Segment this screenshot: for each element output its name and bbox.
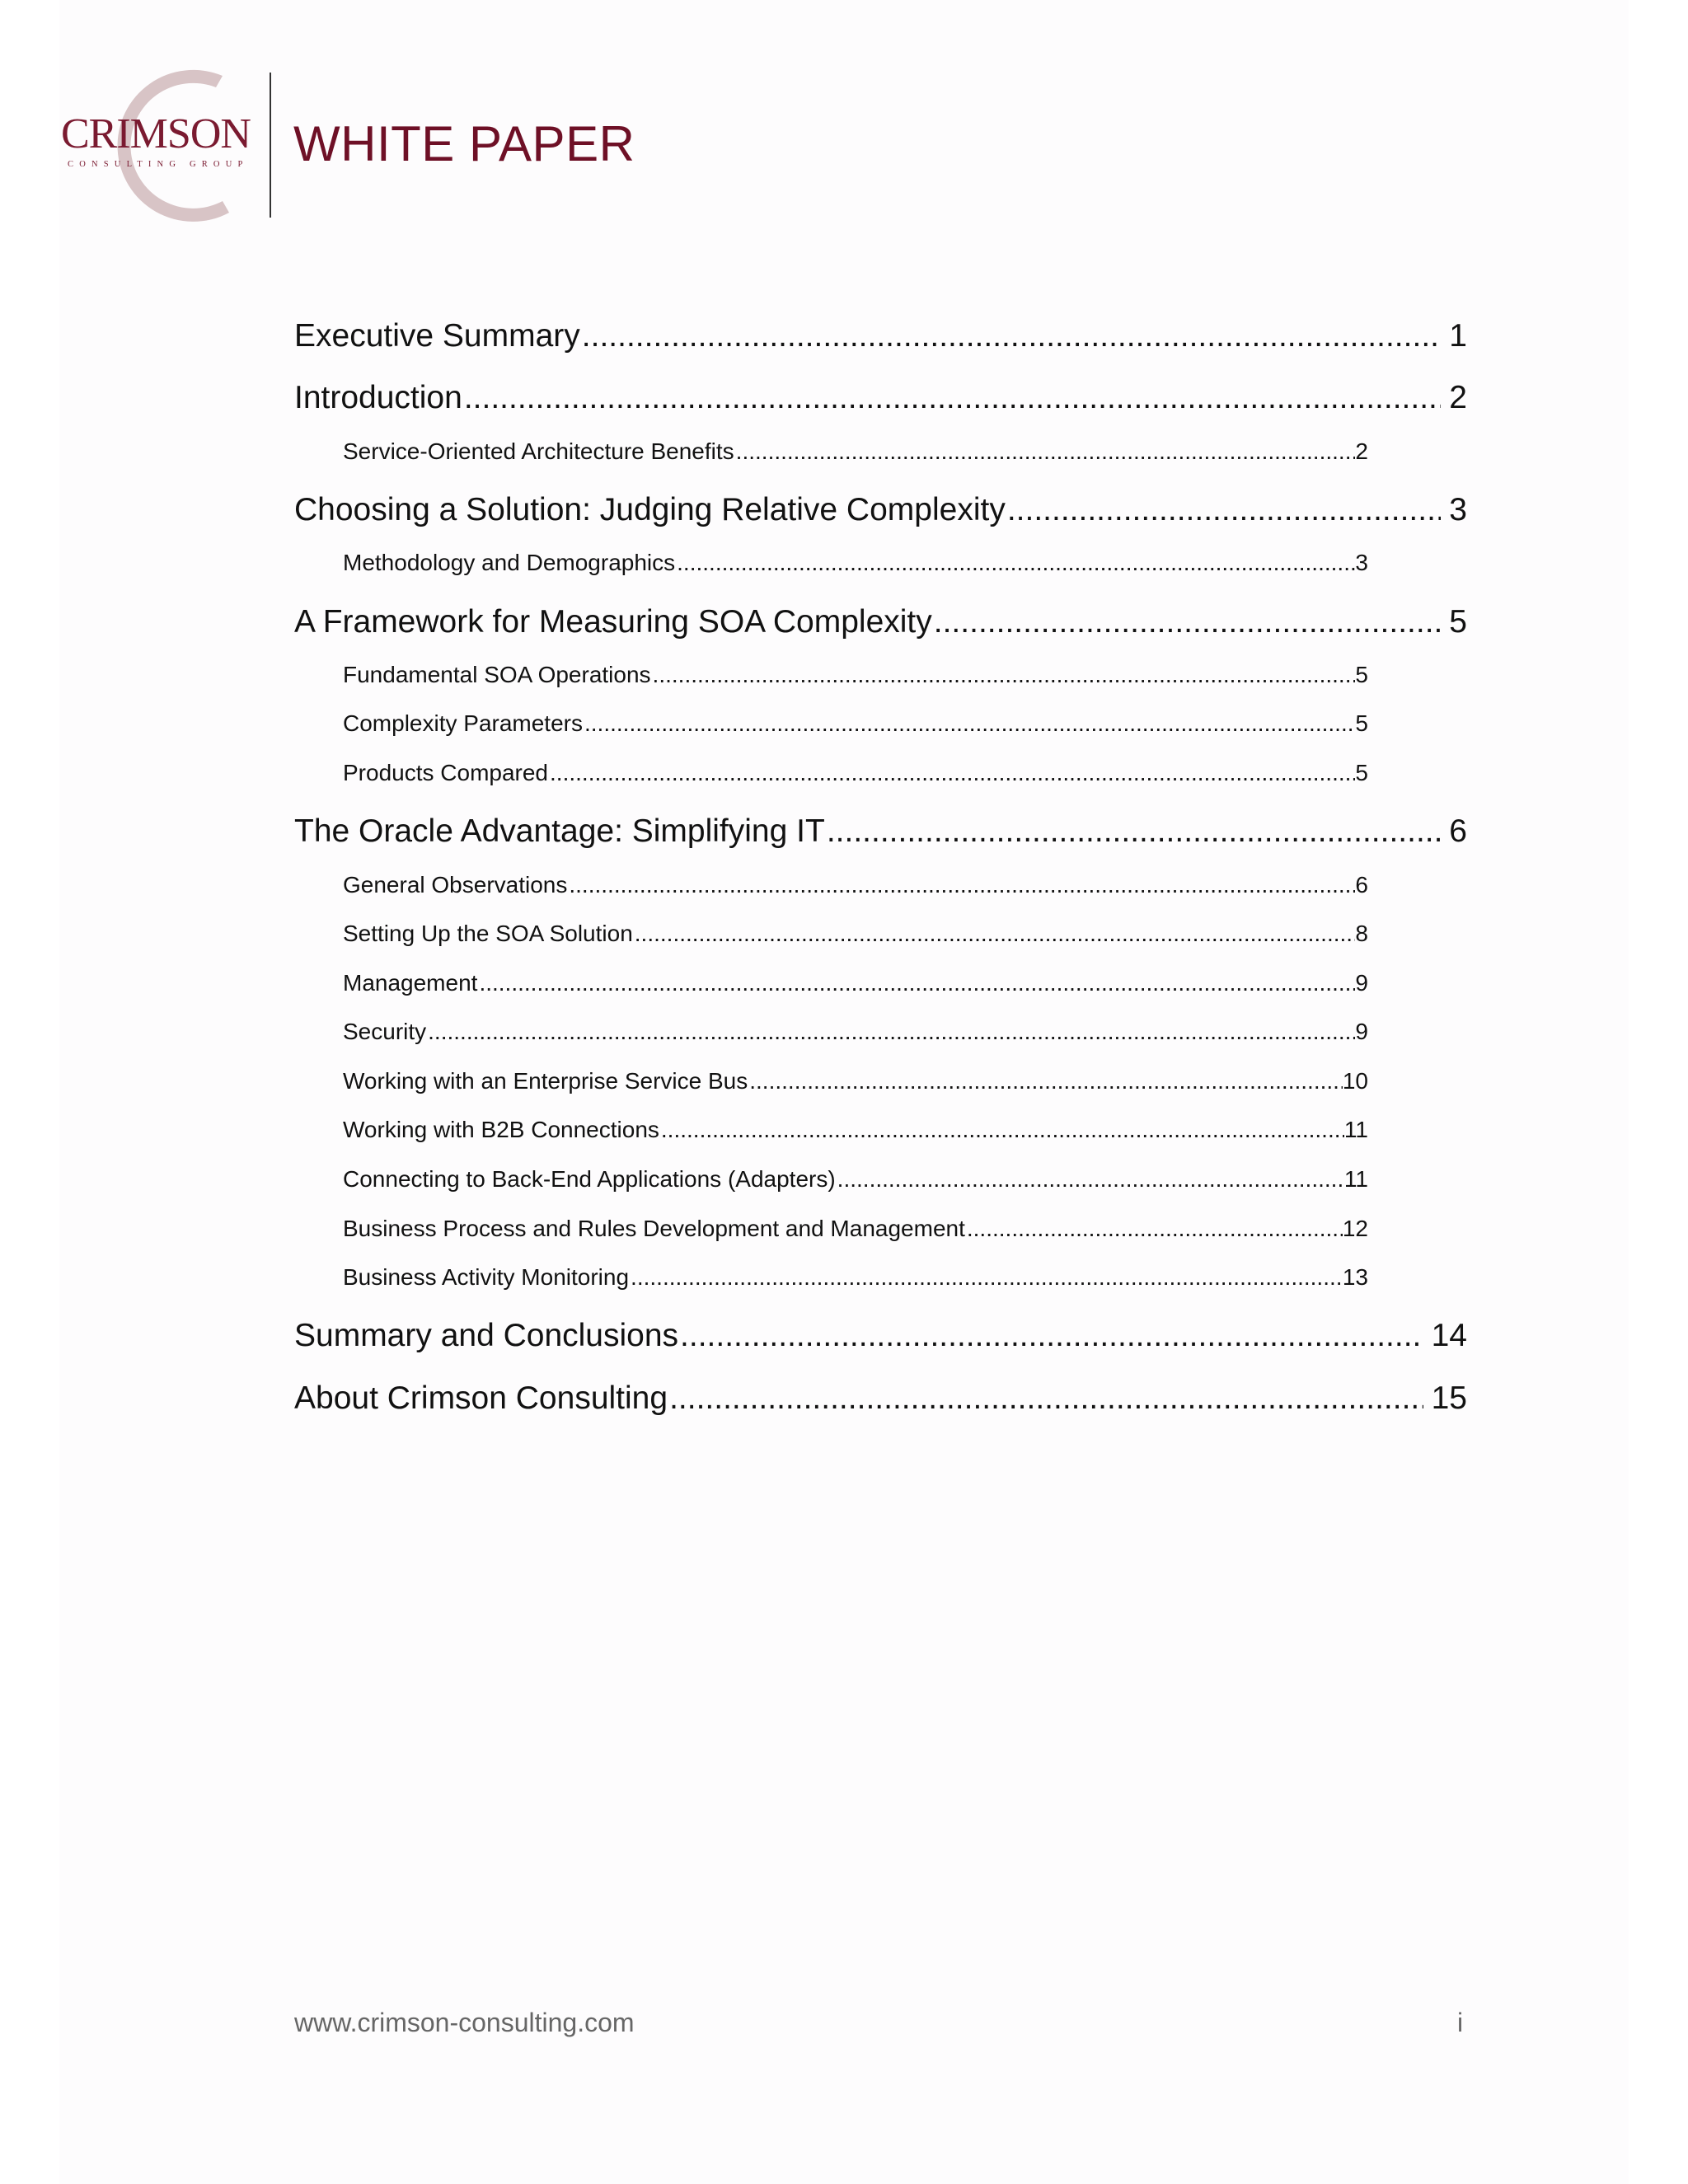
toc-subentry[interactable]: [343, 968, 1368, 999]
toc-entry-page: 6: [1449, 813, 1467, 849]
toc-dot-leader: [837, 1164, 1344, 1195]
toc-entry-title: Executive Summary: [294, 318, 580, 354]
toc-entry-page: 5: [1355, 662, 1368, 687]
toc-entry-title: A Framework for Measuring SOA Complexity: [294, 604, 932, 640]
toc-entry[interactable]: [294, 377, 1467, 419]
toc-dot-leader: [479, 968, 1355, 999]
toc-dot-leader: [669, 1378, 1423, 1419]
toc-entry-title: Methodology and Demographics: [343, 550, 676, 575]
toc-dot-leader: [827, 811, 1441, 852]
toc-subentry[interactable]: [343, 547, 1368, 579]
toc-entry-title: Service-Oriented Architecture Benefits: [343, 438, 734, 464]
toc-entry-page: 8: [1355, 921, 1368, 946]
toc-dot-leader: [550, 757, 1355, 789]
toc-subentry[interactable]: [343, 708, 1368, 739]
toc-entry-title: General Observations: [343, 872, 568, 898]
toc-subentry[interactable]: [343, 1016, 1368, 1047]
toc-subentry[interactable]: [343, 1262, 1368, 1293]
toc-subentry[interactable]: [343, 757, 1368, 789]
toc-dot-leader: [661, 1114, 1344, 1146]
footer-url: www.crimson-consulting.com: [294, 2008, 635, 2037]
toc-entry-page: 6: [1355, 872, 1368, 898]
toc-entry-title: The Oracle Advantage: Simplifying IT: [294, 813, 825, 849]
toc-entry-title: About Crimson Consulting: [294, 1380, 668, 1416]
toc-entry-title: Management: [343, 970, 478, 996]
toc-entry-page: 1: [1449, 318, 1467, 354]
toc-entry-page: 10: [1342, 1068, 1368, 1094]
toc-dot-leader: [635, 918, 1356, 949]
logo-tagline: CONSULTING GROUP: [68, 160, 249, 169]
toc-entry-title: Business Process and Rules Development and Management: [343, 1216, 965, 1241]
toc-entry-title: Products Compared: [343, 760, 549, 785]
toc-entry-page: 5: [1449, 604, 1467, 640]
toc-entry-page: 9: [1355, 970, 1368, 996]
toc-entry-title: Connecting to Back-End Applications (Adapters): [343, 1166, 836, 1192]
toc-entry-title: Setting Up the SOA Solution: [343, 921, 633, 946]
toc-entry-title: Working with B2B Connections: [343, 1117, 659, 1142]
toc-entry-page: 2: [1449, 380, 1467, 415]
toc-dot-leader: [653, 659, 1356, 691]
toc-dot-leader: [631, 1262, 1343, 1293]
toc-dot-leader: [736, 436, 1356, 467]
toc-entry-page: 12: [1342, 1216, 1368, 1241]
toc-dot-leader: [967, 1213, 1343, 1244]
toc-entry-page: 5: [1355, 710, 1368, 736]
toc-dot-leader: [428, 1016, 1355, 1047]
toc-entry-page: 11: [1343, 1117, 1368, 1142]
toc-dot-leader: [464, 377, 1441, 419]
toc-dot-leader: [569, 869, 1355, 901]
document-title: WHITE PAPER: [293, 116, 635, 171]
toc-entry-title: Fundamental SOA Operations: [343, 662, 651, 687]
toc-entry[interactable]: [294, 1315, 1467, 1357]
toc-subentry[interactable]: [343, 1114, 1368, 1146]
toc-entry-title: Working with an Enterprise Service Bus: [343, 1068, 748, 1094]
toc-entry-page: 3: [1355, 550, 1368, 575]
toc-entry-title: Introduction: [294, 380, 462, 415]
toc-entry-page: 2: [1355, 438, 1368, 464]
footer-page-number: i: [1457, 2008, 1464, 2037]
toc-entry-page: 9: [1355, 1019, 1368, 1044]
toc-entry[interactable]: [294, 811, 1467, 852]
toc-subentry[interactable]: [343, 436, 1368, 467]
toc-subentry[interactable]: [343, 1164, 1368, 1195]
toc-subentry[interactable]: [343, 1213, 1368, 1244]
toc-entry-title: Choosing a Solution: Judging Relative Complexity: [294, 492, 1006, 527]
toc-entry[interactable]: [294, 316, 1467, 357]
toc-entry-page: 14: [1431, 1318, 1467, 1353]
toc-entry[interactable]: [294, 602, 1467, 643]
toc-entry-title: Business Activity Monitoring: [343, 1264, 630, 1290]
toc-dot-leader: [582, 316, 1442, 357]
toc-entry-page: 15: [1431, 1380, 1467, 1416]
toc-entry-page: 11: [1343, 1166, 1368, 1192]
toc-entry-title: Summary and Conclusions: [294, 1318, 679, 1353]
toc-dot-leader: [934, 602, 1442, 643]
logo-wordmark: CRIMSON: [61, 110, 251, 157]
toc-subentry[interactable]: [343, 869, 1368, 901]
toc-entry[interactable]: [294, 1378, 1467, 1419]
toc-dot-leader: [680, 1315, 1423, 1357]
toc-entry-page: 13: [1342, 1264, 1368, 1290]
toc-subentry[interactable]: [343, 918, 1368, 949]
toc-dot-leader: [677, 547, 1355, 579]
toc-subentry[interactable]: [343, 1066, 1368, 1097]
toc-entry-title: Security: [343, 1019, 427, 1044]
toc-entry[interactable]: [294, 490, 1467, 531]
toc-entry-page: 5: [1355, 760, 1368, 785]
toc-dot-leader: [1007, 490, 1441, 531]
toc-entry-title: Complexity Parameters: [343, 710, 583, 736]
toc-dot-leader: [749, 1066, 1343, 1097]
toc-entry-page: 3: [1449, 492, 1467, 527]
toc-subentry[interactable]: [343, 659, 1368, 691]
toc-dot-leader: [584, 708, 1355, 739]
